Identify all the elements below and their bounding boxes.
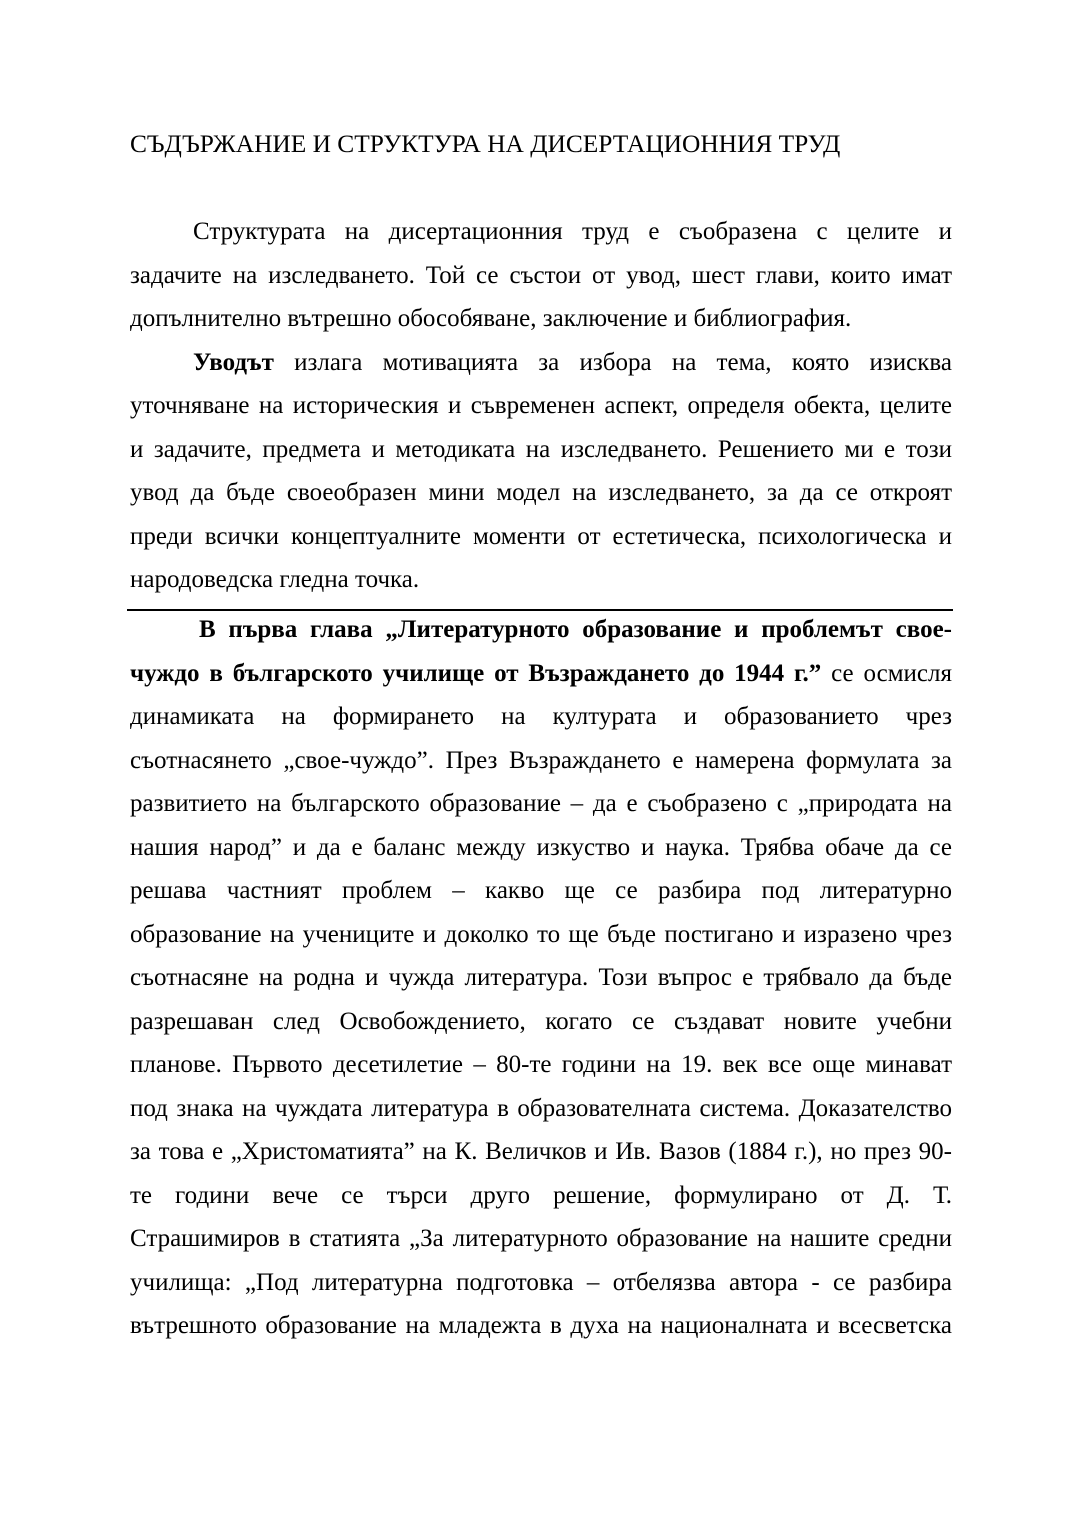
text-line: вътрешното образование на младежта в духа на националната и всесветска <box>130 1312 952 1339</box>
text-line: и задачите, предмета и методиката на изследването. Решението ми е този <box>130 435 952 463</box>
text-line: разрешаван след Освобождението, когато се създават новите учебни <box>130 1007 952 1035</box>
text-line <box>130 341 952 385</box>
text-line: под знака на чуждата литература в образователната система. Доказателство <box>130 1094 952 1122</box>
text-line: Структурата на дисертационния труд е съобразена с целите и <box>193 218 952 245</box>
text-line: уточняване на историческия и съвременен аспект, определя обекта, целите <box>130 392 952 419</box>
text-line: развитието на българското образование – да е съобразено с „природата на <box>130 790 952 817</box>
text-line: народоведска гледна точка. <box>130 566 420 593</box>
text-line: съотнасяне на родна и чужда литература. Този въпрос е трябвало да бъде <box>130 964 952 991</box>
text-line <box>130 608 952 652</box>
text-line: за това е „Христоматията” на К. Величков и Ив. Вазов (1884 г.), но през 90- <box>130 1138 952 1165</box>
text-line: нашия народ” и да е баланс между изкуство и наука. Трябва обаче да се <box>130 833 952 861</box>
text-run: излага мотивацията за избора на тема, която изисква <box>273 348 952 376</box>
text-line <box>130 652 952 696</box>
text-line: динамиката на формирането на културата и образованието чрез <box>130 703 952 730</box>
paragraph-chapter-one <box>130 608 952 1348</box>
bold-term: Уводът <box>193 348 274 376</box>
text-run: се осмисля <box>821 659 952 687</box>
paragraph-introduction <box>130 341 952 602</box>
bold-chapter-title: чуждо в българското училище от Възраждането до 1944 г.” <box>130 659 822 687</box>
text-line: училища: „Под литературна подготовка – отбелязва автора - се разбира <box>130 1268 952 1296</box>
text-line: увод да бъде своеобразен мини модел на изследването, за да се откроят <box>130 479 952 506</box>
text-line: задачите на изследването. Той се състои от увод, шест глави, които имат <box>130 261 952 289</box>
paragraph-structure <box>130 210 952 341</box>
text-line: допълнително вътрешно обособяване, заключение и библиография. <box>130 305 852 332</box>
text-line: решава частният проблем – какво ще се разбира под литературно <box>130 877 952 904</box>
text-line: планове. Първото десетилетие – 80-те години на 19. век все още минават <box>130 1051 952 1078</box>
bold-chapter-title: В първа глава „Литературното образование и проблемът свое- <box>199 616 952 643</box>
text-line: преди всички концептуалните моменти от естетическа, психологическа и <box>130 522 952 550</box>
text-line: съотнасянето „свое-чуждо”. През Възраждането е намерена формулата за <box>130 746 952 774</box>
section-heading: СЪДЪРЖАНИЕ И СТРУКТУРА НА ДИСЕРТАЦИОННИЯ ТРУД <box>130 130 841 158</box>
text-line: Страшимиров в статията „За литературното образование на нашите средни <box>130 1225 952 1252</box>
text-line: образование на учениците и доколко то ще бъде постигано и изразено чрез <box>130 920 952 948</box>
text-line: те години вече се търси друго решение, формулирано от Д. Т. <box>130 1181 952 1209</box>
